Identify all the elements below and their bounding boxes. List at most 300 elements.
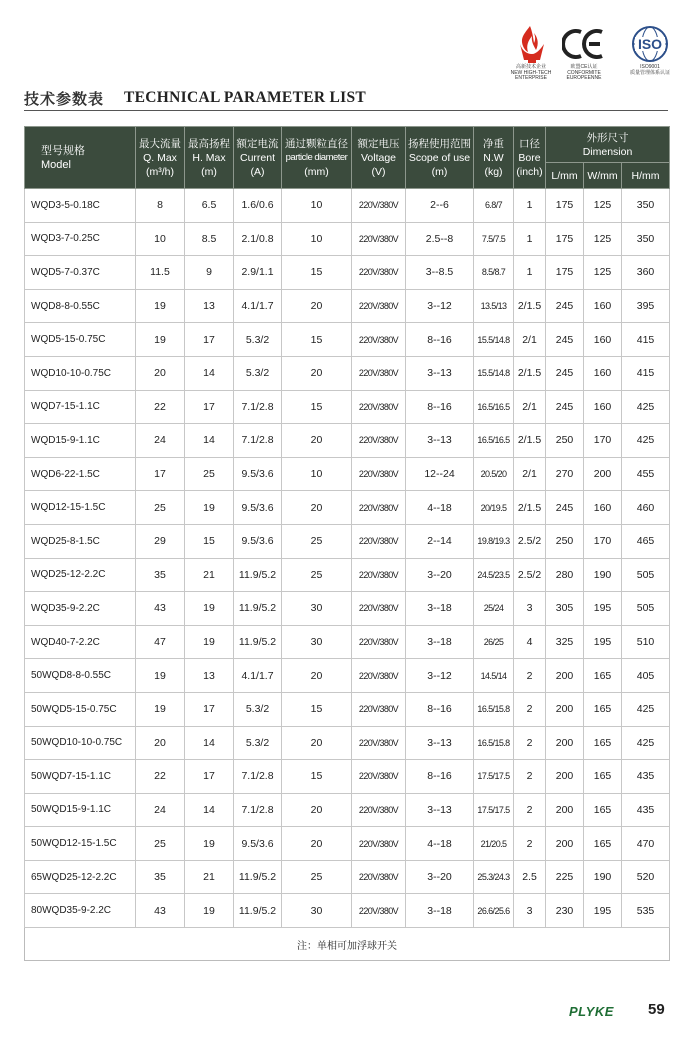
cell-bore: 2 [514, 760, 546, 794]
cell-height: 395 [622, 289, 670, 323]
cell-flow: 19 [136, 692, 185, 726]
table-row [25, 289, 670, 323]
cell-scope: 12--24 [406, 457, 474, 491]
cell-model: WQD35-9-2.2C [25, 592, 136, 626]
cell-particle: 25 [282, 524, 352, 558]
col-scope-header [406, 127, 474, 189]
cell-head: 14 [185, 793, 234, 827]
cell-weight: 24.5/23.5 [474, 558, 514, 592]
cell-length: 175 [546, 189, 584, 223]
table-row [25, 760, 670, 794]
cell-scope: 3--12 [406, 659, 474, 693]
cell-head: 8.5 [185, 222, 234, 256]
cell-scope: 3--13 [406, 356, 474, 390]
col-weight-header [474, 127, 514, 189]
cell-head: 17 [185, 390, 234, 424]
cell-voltage: 220V/380V [352, 491, 406, 525]
cell-voltage: 220V/380V [352, 424, 406, 458]
cell-bore: 1 [514, 256, 546, 290]
cell-scope: 2.5--8 [406, 222, 474, 256]
table-row [25, 827, 670, 861]
cell-current: 9.5/3.6 [234, 457, 282, 491]
cell-particle: 15 [282, 256, 352, 290]
certification-logos [508, 24, 678, 94]
cell-weight: 14.5/14 [474, 659, 514, 693]
cell-current: 11.9/5.2 [234, 625, 282, 659]
cell-length: 200 [546, 760, 584, 794]
technical-parameter-table [24, 126, 670, 961]
table-body [25, 189, 670, 928]
table-row [25, 356, 670, 390]
iso-globe-icon [628, 24, 672, 64]
table-row [25, 659, 670, 693]
cell-weight: 21/20.5 [474, 827, 514, 861]
flow-header-cn: 最大流量 [139, 137, 181, 150]
cell-particle: 20 [282, 289, 352, 323]
cell-weight: 7.5/7.5 [474, 222, 514, 256]
cell-voltage: 220V/380V [352, 625, 406, 659]
cell-flow: 22 [136, 390, 185, 424]
cell-bore: 2.5/2 [514, 558, 546, 592]
cell-width: 165 [584, 659, 622, 693]
cell-voltage: 220V/380V [352, 726, 406, 760]
cell-model: WQD3-5-0.18C [25, 189, 136, 223]
cell-current: 11.9/5.2 [234, 894, 282, 928]
cell-head: 19 [185, 491, 234, 525]
cell-bore: 2 [514, 659, 546, 693]
cell-length: 200 [546, 659, 584, 693]
cell-length: 250 [546, 524, 584, 558]
cell-head: 13 [185, 659, 234, 693]
cell-particle: 20 [282, 726, 352, 760]
cell-particle: 30 [282, 625, 352, 659]
cell-current: 1.6/0.6 [234, 189, 282, 223]
cell-length: 270 [546, 457, 584, 491]
ce-caption: 欧盟CE认证 CONFORMITE EUROPEENNE [566, 64, 602, 81]
cell-height: 350 [622, 222, 670, 256]
cell-width: 170 [584, 424, 622, 458]
col-voltage-header [352, 127, 406, 189]
current-header-en: Current [239, 151, 275, 164]
cell-particle: 15 [282, 760, 352, 794]
high-tech-caption: 高新技术企业 NEW HIGH-TECH ENTERPRISE [510, 64, 552, 81]
cell-current: 4.1/1.7 [234, 289, 282, 323]
col-dimension-header [546, 127, 670, 163]
cell-length: 280 [546, 558, 584, 592]
cell-particle: 15 [282, 390, 352, 424]
cell-length: 245 [546, 356, 584, 390]
cell-head: 17 [185, 760, 234, 794]
cell-height: 435 [622, 760, 670, 794]
cell-head: 17 [185, 692, 234, 726]
cell-model: 50WQD12-15-1.5C [25, 827, 136, 861]
cell-width: 165 [584, 827, 622, 861]
cell-head: 21 [185, 860, 234, 894]
cell-flow: 25 [136, 827, 185, 861]
cell-particle: 25 [282, 558, 352, 592]
cell-flow: 10 [136, 222, 185, 256]
cell-particle: 30 [282, 592, 352, 626]
cell-head: 19 [185, 827, 234, 861]
torch-flame-icon [514, 24, 548, 64]
cell-length: 175 [546, 222, 584, 256]
weight-header-unit: (kg) [484, 165, 503, 178]
cell-bore: 3 [514, 592, 546, 626]
cell-width: 170 [584, 524, 622, 558]
cell-particle: 20 [282, 827, 352, 861]
cell-head: 13 [185, 289, 234, 323]
cell-voltage: 220V/380V [352, 827, 406, 861]
cell-particle: 20 [282, 356, 352, 390]
cell-scope: 3--12 [406, 289, 474, 323]
cell-weight: 25.3/24.3 [474, 860, 514, 894]
cell-length: 245 [546, 390, 584, 424]
cell-weight: 13.5/13 [474, 289, 514, 323]
cell-length: 200 [546, 793, 584, 827]
cell-bore: 2 [514, 692, 546, 726]
cell-width: 160 [584, 390, 622, 424]
col-bore-header [514, 127, 546, 189]
cell-height: 505 [622, 592, 670, 626]
col-flow-header [136, 127, 185, 189]
cell-height: 520 [622, 860, 670, 894]
cell-particle: 10 [282, 189, 352, 223]
cell-width: 160 [584, 356, 622, 390]
cell-bore: 2 [514, 793, 546, 827]
cell-length: 245 [546, 491, 584, 525]
weight-header-cn: 净重 [483, 137, 504, 150]
cell-weight: 16.5/15.8 [474, 692, 514, 726]
cell-voltage: 220V/380V [352, 256, 406, 290]
cell-scope: 3--13 [406, 424, 474, 458]
table-row [25, 793, 670, 827]
page-number: 59 [648, 1001, 665, 1018]
cell-width: 165 [584, 793, 622, 827]
col-model-header [25, 127, 136, 189]
cell-model: WQD5-7-0.37C [25, 256, 136, 290]
table-row [25, 726, 670, 760]
dimension-header-en: Dimension [582, 145, 633, 158]
cell-particle: 15 [282, 323, 352, 357]
cell-model: WQD8-8-0.55C [25, 289, 136, 323]
cell-current: 5.3/2 [234, 323, 282, 357]
cell-particle: 25 [282, 860, 352, 894]
table-row [25, 457, 670, 491]
iso-caption: ISO9001 质量管理体系认证 [629, 64, 670, 76]
cell-bore: 3 [514, 894, 546, 928]
head-header-cn: 最高扬程 [188, 137, 230, 150]
cell-voltage: 220V/380V [352, 457, 406, 491]
cell-bore: 2/1 [514, 390, 546, 424]
model-header-cn: 型号规格 [41, 144, 85, 157]
cell-model: WQD15-9-1.1C [25, 424, 136, 458]
cell-height: 425 [622, 390, 670, 424]
cell-weight: 20/19.5 [474, 491, 514, 525]
cell-current: 5.3/2 [234, 356, 282, 390]
cell-width: 165 [584, 726, 622, 760]
cell-voltage: 220V/380V [352, 760, 406, 794]
iso-logo [622, 24, 678, 76]
cell-bore: 2.5/2 [514, 524, 546, 558]
cell-current: 4.1/1.7 [234, 659, 282, 693]
cell-voltage: 220V/380V [352, 793, 406, 827]
cell-current: 5.3/2 [234, 692, 282, 726]
cell-current: 7.1/2.8 [234, 760, 282, 794]
cell-weight: 17.5/17.5 [474, 760, 514, 794]
cell-flow: 20 [136, 356, 185, 390]
cell-weight: 17.5/17.5 [474, 793, 514, 827]
cell-model: 50WQD7-15-1.1C [25, 760, 136, 794]
high-tech-enterprise-logo [508, 24, 554, 82]
cell-weight: 16.5/15.8 [474, 726, 514, 760]
col-particle-header [282, 127, 352, 189]
cell-weight: 8.5/8.7 [474, 256, 514, 290]
cell-bore: 2/1.5 [514, 491, 546, 525]
cell-model: WQD5-15-0.75C [25, 323, 136, 357]
cell-scope: 3--20 [406, 860, 474, 894]
cell-width: 160 [584, 289, 622, 323]
cell-current: 5.3/2 [234, 726, 282, 760]
cell-model: 50WQD8-8-0.55C [25, 659, 136, 693]
cell-height: 470 [622, 827, 670, 861]
model-header-en: Model [41, 158, 71, 171]
cell-flow: 17 [136, 457, 185, 491]
cell-voltage: 220V/380V [352, 860, 406, 894]
table-row [25, 390, 670, 424]
cell-particle: 10 [282, 222, 352, 256]
cell-particle: 20 [282, 659, 352, 693]
cell-head: 14 [185, 424, 234, 458]
cell-weight: 26.6/25.6 [474, 894, 514, 928]
cell-flow: 19 [136, 323, 185, 357]
cell-scope: 3--18 [406, 592, 474, 626]
cell-voltage: 220V/380V [352, 659, 406, 693]
table-header-row [25, 127, 670, 163]
cell-bore: 2/1 [514, 323, 546, 357]
cell-model: WQD7-15-1.1C [25, 390, 136, 424]
cell-width: 195 [584, 625, 622, 659]
cell-bore: 2/1.5 [514, 289, 546, 323]
cell-scope: 3--8.5 [406, 256, 474, 290]
cell-length: 325 [546, 625, 584, 659]
cell-height: 505 [622, 558, 670, 592]
table-row [25, 860, 670, 894]
cell-model: 50WQD10-10-0.75C [25, 726, 136, 760]
flow-header-en: Q. Max [143, 151, 177, 164]
cell-flow: 19 [136, 659, 185, 693]
cell-width: 125 [584, 189, 622, 223]
table-row [25, 592, 670, 626]
table-row [25, 894, 670, 928]
cell-particle: 30 [282, 894, 352, 928]
cell-particle: 15 [282, 692, 352, 726]
cell-particle: 20 [282, 424, 352, 458]
cell-weight: 25/24 [474, 592, 514, 626]
cell-bore: 1 [514, 189, 546, 223]
scope-header-cn: 扬程使用范围 [408, 137, 471, 150]
cell-width: 165 [584, 760, 622, 794]
cell-length: 230 [546, 894, 584, 928]
cell-width: 190 [584, 860, 622, 894]
cell-width: 160 [584, 323, 622, 357]
cell-weight: 20.5/20 [474, 457, 514, 491]
cell-bore: 2/1 [514, 457, 546, 491]
cell-scope: 4--18 [406, 827, 474, 861]
cell-flow: 19 [136, 289, 185, 323]
cell-length: 175 [546, 256, 584, 290]
cell-flow: 24 [136, 424, 185, 458]
cell-weight: 26/25 [474, 625, 514, 659]
cell-current: 2.9/1.1 [234, 256, 282, 290]
cell-length: 225 [546, 860, 584, 894]
head-header-unit: (m) [201, 165, 217, 178]
cell-head: 14 [185, 356, 234, 390]
note-row [25, 928, 670, 961]
col-height-header: H/mm [622, 163, 670, 189]
cell-voltage: 220V/380V [352, 356, 406, 390]
cell-head: 25 [185, 457, 234, 491]
cell-height: 415 [622, 356, 670, 390]
cell-scope: 4--18 [406, 491, 474, 525]
cell-model: WQD25-12-2.2C [25, 558, 136, 592]
cell-width: 195 [584, 894, 622, 928]
cell-current: 11.9/5.2 [234, 558, 282, 592]
cell-height: 350 [622, 189, 670, 223]
cell-bore: 2/1.5 [514, 356, 546, 390]
page-title [24, 88, 668, 111]
cell-weight: 15.5/14.8 [474, 323, 514, 357]
cell-current: 7.1/2.8 [234, 390, 282, 424]
table-row [25, 491, 670, 525]
cell-flow: 11.5 [136, 256, 185, 290]
brand-logo: PLYKE [569, 1004, 614, 1019]
cell-height: 425 [622, 726, 670, 760]
col-length-header: L/mm [546, 163, 584, 189]
cell-flow: 35 [136, 558, 185, 592]
cell-current: 9.5/3.6 [234, 491, 282, 525]
cell-model: 50WQD5-15-0.75C [25, 692, 136, 726]
cell-flow: 20 [136, 726, 185, 760]
cell-particle: 10 [282, 457, 352, 491]
cell-width: 195 [584, 592, 622, 626]
cell-flow: 47 [136, 625, 185, 659]
cell-head: 19 [185, 625, 234, 659]
table-row [25, 558, 670, 592]
cell-head: 21 [185, 558, 234, 592]
cell-height: 465 [622, 524, 670, 558]
bore-header-unit: (inch) [516, 165, 543, 178]
cell-head: 14 [185, 726, 234, 760]
cell-head: 6.5 [185, 189, 234, 223]
cell-scope: 8--16 [406, 323, 474, 357]
cell-flow: 43 [136, 592, 185, 626]
cell-width: 190 [584, 558, 622, 592]
bore-header-cn: 口径 [519, 137, 540, 150]
cell-flow: 25 [136, 491, 185, 525]
cell-length: 200 [546, 726, 584, 760]
cell-voltage: 220V/380V [352, 189, 406, 223]
ce-logo [558, 24, 610, 82]
ce-mark-icon [562, 24, 606, 64]
cell-height: 425 [622, 424, 670, 458]
cell-current: 9.5/3.6 [234, 524, 282, 558]
title-chinese: 技术参数表 [24, 90, 105, 108]
cell-voltage: 220V/380V [352, 558, 406, 592]
cell-head: 9 [185, 256, 234, 290]
cell-scope: 8--16 [406, 390, 474, 424]
cell-bore: 2/1.5 [514, 424, 546, 458]
cell-scope: 2--6 [406, 189, 474, 223]
cell-bore: 2 [514, 827, 546, 861]
table-row [25, 256, 670, 290]
cell-width: 165 [584, 692, 622, 726]
cell-current: 9.5/3.6 [234, 827, 282, 861]
particle-header-cn: 通过颗粒直径 [285, 137, 348, 150]
cell-head: 19 [185, 894, 234, 928]
flow-header-unit: (m³/h) [146, 165, 174, 178]
cell-scope: 3--13 [406, 726, 474, 760]
cell-weight: 15.5/14.8 [474, 356, 514, 390]
table-row [25, 189, 670, 223]
cell-particle: 20 [282, 793, 352, 827]
cell-width: 125 [584, 256, 622, 290]
cell-flow: 22 [136, 760, 185, 794]
cell-voltage: 220V/380V [352, 524, 406, 558]
bore-header-en: Bore [518, 151, 541, 164]
cell-bore: 4 [514, 625, 546, 659]
cell-scope: 8--16 [406, 760, 474, 794]
col-width-header: W/mm [584, 163, 622, 189]
cell-weight: 16.5/16.5 [474, 390, 514, 424]
cell-flow: 24 [136, 793, 185, 827]
cell-particle: 20 [282, 491, 352, 525]
cell-length: 245 [546, 289, 584, 323]
cell-length: 250 [546, 424, 584, 458]
cell-height: 510 [622, 625, 670, 659]
voltage-header-unit: (V) [371, 165, 386, 178]
cell-current: 11.9/5.2 [234, 592, 282, 626]
cell-flow: 29 [136, 524, 185, 558]
cell-voltage: 220V/380V [352, 692, 406, 726]
cell-model: WQD25-8-1.5C [25, 524, 136, 558]
cell-model: 65WQD25-12-2.2C [25, 860, 136, 894]
cell-height: 405 [622, 659, 670, 693]
cell-flow: 8 [136, 189, 185, 223]
cell-voltage: 220V/380V [352, 390, 406, 424]
cell-bore: 2.5 [514, 860, 546, 894]
cell-model: 80WQD35-9-2.2C [25, 894, 136, 928]
cell-model: 50WQD15-9-1.1C [25, 793, 136, 827]
cell-model: WQD40-7-2.2C [25, 625, 136, 659]
cell-voltage: 220V/380V [352, 592, 406, 626]
cell-length: 305 [546, 592, 584, 626]
head-header-en: H. Max [192, 151, 226, 164]
cell-current: 7.1/2.8 [234, 793, 282, 827]
cell-model: WQD6-22-1.5C [25, 457, 136, 491]
scope-header-en: Scope of use [408, 151, 471, 164]
cell-scope: 3--18 [406, 894, 474, 928]
cell-length: 245 [546, 323, 584, 357]
current-header-cn: 额定电流 [236, 137, 279, 150]
cell-flow: 43 [136, 894, 185, 928]
cell-scope: 3--18 [406, 625, 474, 659]
table-note: 注：单相可加浮球开关 [25, 928, 670, 961]
scope-header-unit: (m) [431, 165, 448, 178]
particle-header-unit: (mm) [304, 165, 329, 178]
cell-height: 360 [622, 256, 670, 290]
cell-length: 200 [546, 692, 584, 726]
cell-height: 455 [622, 457, 670, 491]
